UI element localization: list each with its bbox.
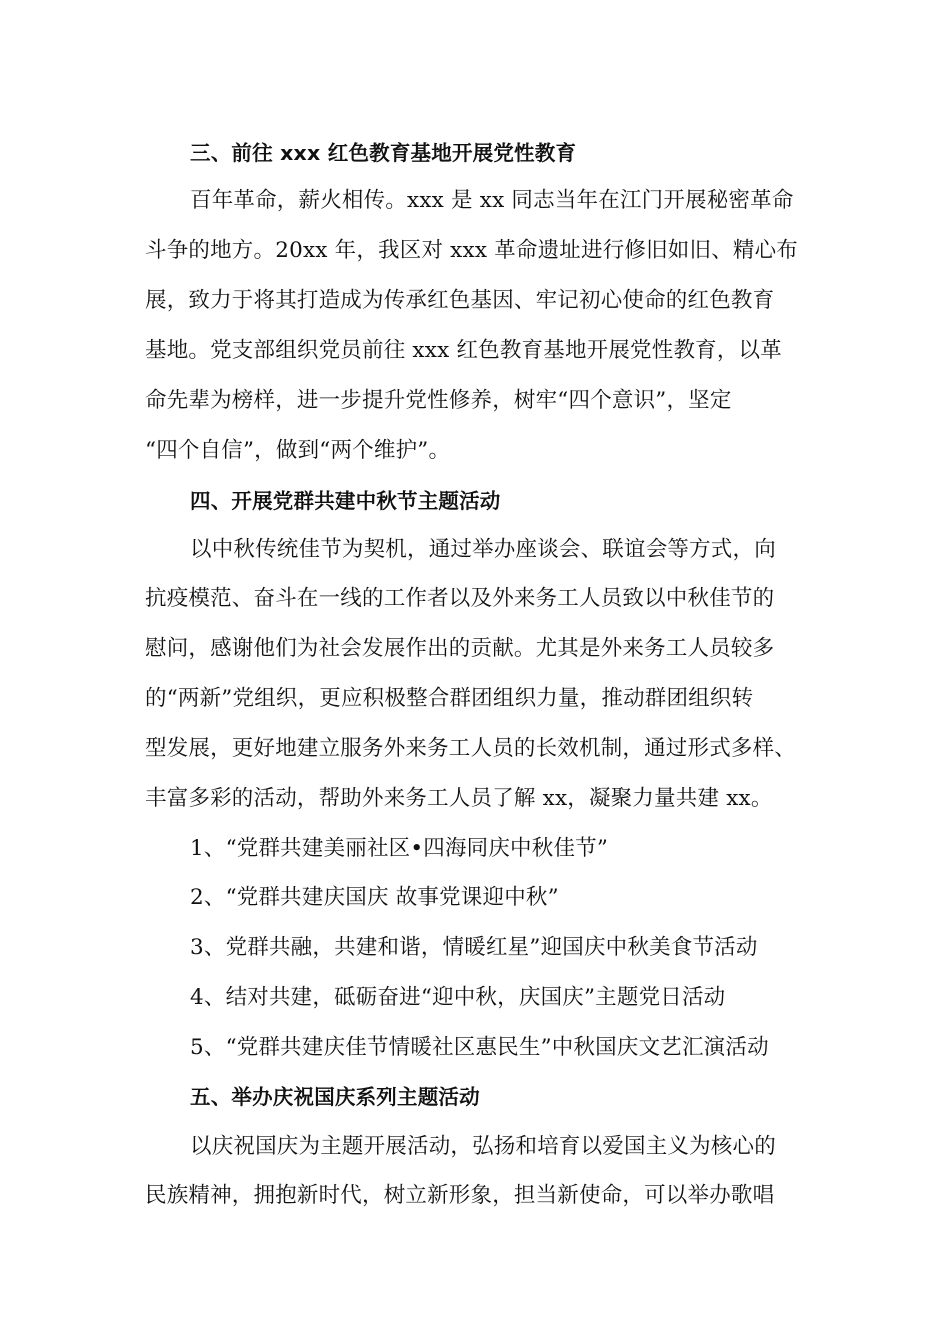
list-item: 3、党群共融，共建和谐，情暖红星”迎国庆中秋美食节活动 xyxy=(190,935,758,960)
paragraph-line: 以庆祝国庆为主题开展活动，弘扬和培育以爱国主义为核心的 xyxy=(190,1134,776,1159)
paragraph-line: 展，致力于将其打造成为传承红色基因、牢记初心使命的红色教育 xyxy=(145,288,775,313)
paragraph-line: 民族精神，拥抱新时代，树立新形象，担当新使命，可以举办歌唱 xyxy=(145,1183,775,1208)
paragraph-line: 的“两新”党组织，更应积极整合群团组织力量，推动群团组织转 xyxy=(145,686,754,711)
paragraph-line: 以中秋传统佳节为契机，通过举办座谈会、联谊会等方式，向 xyxy=(190,537,776,562)
paragraph-line: 斗争的地方。20xx 年，我区对 xxx 革命遗址进行修旧如旧、精心布 xyxy=(145,238,798,263)
paragraph-line: 百年革命，薪火相传。xxx 是 xx 同志当年在江门开展秘密革命 xyxy=(190,188,794,213)
section-heading: 三、前往 xxx 红色教育基地开展党性教育 xyxy=(190,141,577,165)
paragraph-line: 慰问，感谢他们为社会发展作出的贡献。尤其是外来务工人员较多 xyxy=(145,636,775,661)
paragraph-line: 命先辈为榜样，进一步提升党性修养，树牢“四个意识”，坚定 xyxy=(145,388,732,413)
section-heading: 四、开展党群共建中秋节主题活动 xyxy=(190,489,501,513)
list-item: 5、“党群共建庆佳节情暖社区惠民生”中秋国庆文艺汇演活动 xyxy=(190,1035,769,1060)
list-item: 1、“党群共建美丽社区•四海同庆中秋佳节” xyxy=(190,836,609,861)
list-item: 2、“党群共建庆国庆 故事党课迎中秋” xyxy=(190,885,559,910)
paragraph-line: 丰富多彩的活动，帮助外来务工人员了解 xx，凝聚力量共建 xx。 xyxy=(145,786,773,811)
paragraph-line: 基地。党支部组织党员前往 xxx 红色教育基地开展党性教育，以革 xyxy=(145,338,782,363)
paragraph-line: 型发展，更好地建立服务外来务工人员的长效机制，通过形式多样、 xyxy=(145,736,797,761)
paragraph-line: 抗疫模范、奋斗在一线的工作者以及外来务工人员致以中秋佳节的 xyxy=(145,586,775,611)
paragraph-line: “四个自信”，做到“两个维护”。 xyxy=(145,438,451,463)
list-item: 4、结对共建，砥砺奋进“迎中秋，庆国庆”主题党日活动 xyxy=(190,985,726,1010)
section-heading: 五、举办庆祝国庆系列主题活动 xyxy=(190,1085,480,1109)
